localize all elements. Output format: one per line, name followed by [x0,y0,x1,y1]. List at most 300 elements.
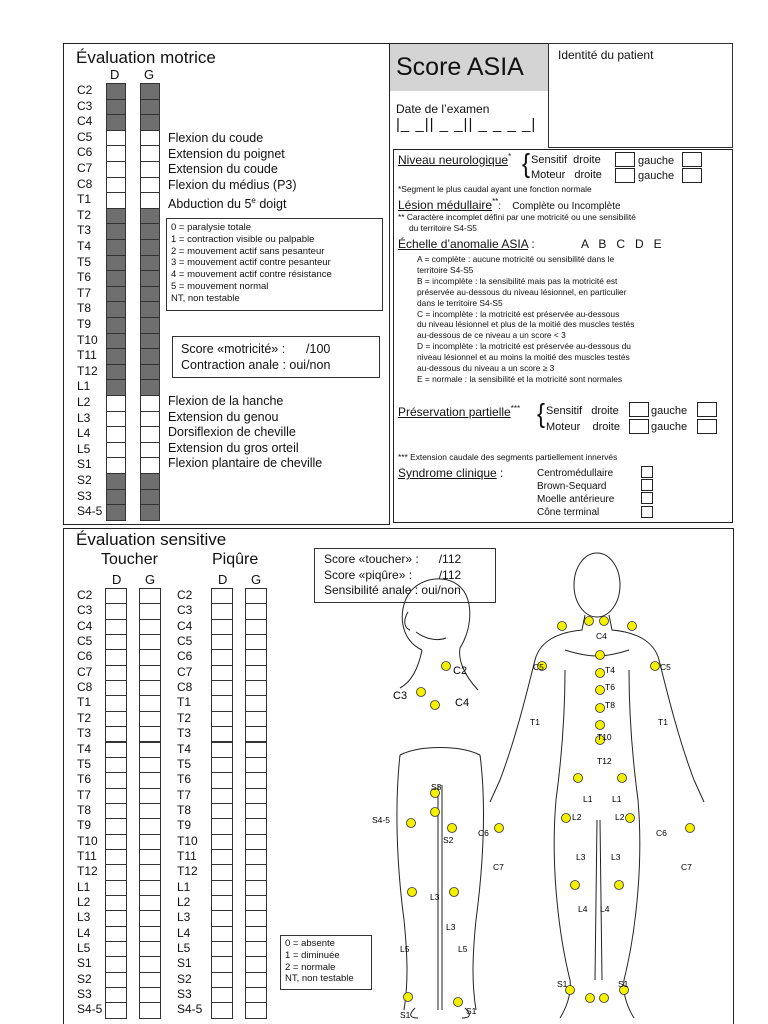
sensory-score-cell[interactable] [105,803,127,819]
sensory-level-label: C6 [77,649,93,664]
motor-score-cell[interactable] [106,395,126,412]
grade-line: A = complète : aucune motricité ou sensibilité dans le [417,254,615,264]
sensory-score-cell[interactable] [139,649,161,665]
motor-level-label: L2 [77,395,91,409]
motor-score-cell[interactable] [140,177,160,194]
syndrome-checkbox[interactable] [641,479,653,491]
sensory-level-label: L3 [77,910,91,925]
sensory-score-cell[interactable] [245,680,267,696]
sensory-score-cell[interactable] [105,649,127,665]
motor-level-label: T4 [77,239,92,253]
niveau-star: * [508,152,512,161]
sensory-score-cell[interactable] [139,834,161,850]
motor-blocked-cell [106,301,126,318]
sensory-score-cell[interactable] [105,941,127,957]
sensory-score-cell[interactable] [245,711,267,727]
sensory-level-label: T9 [77,818,92,833]
motor-score-cell[interactable] [106,145,126,162]
muscle-label: Flexion du coude [168,131,264,145]
motor-level-label: S2 [77,473,92,487]
motor-score-cell[interactable] [106,442,126,459]
sensory-score-cell[interactable] [139,849,161,865]
motor-score-cell[interactable] [140,411,160,428]
preservation-label: Préservation partielle [398,405,511,419]
dermatome-label: L1 [583,794,593,804]
sensory-score-cell[interactable] [139,972,161,988]
sensory-score-cell[interactable] [139,987,161,1003]
syndrome-colon: : [496,466,504,480]
sensory-score-cell[interactable] [139,695,161,711]
dermatome-label: T1 [530,717,540,727]
sensory-score-cell[interactable] [211,649,233,665]
scale-line: 1 = contraction visible ou palpable [171,233,315,245]
niveau-sensitif-droite-field[interactable] [615,152,635,167]
dermatome-label: S1 [466,1006,477,1016]
motor-score-cell[interactable] [140,426,160,443]
sensory-score-cell[interactable] [245,588,267,604]
sensory-score-cell[interactable] [245,742,267,758]
anal-contraction-label: Contraction anale : oui/non [181,358,331,372]
sensory-score-cell[interactable] [105,972,127,988]
sensory-level-label: S3 [77,987,92,1002]
motor-score-cell[interactable] [140,395,160,412]
sensory-score-cell[interactable] [139,895,161,911]
sensory-level-label: T4 [77,741,92,756]
dermatome-label: T8 [605,700,615,710]
motor-score-cell[interactable] [140,457,160,474]
motor-blocked-cell [106,208,126,225]
dermatome-label: S3 [431,782,442,792]
motor-level-label: C3 [77,98,93,113]
abduction-sup: e [251,196,256,205]
sensory-score-cell[interactable] [139,818,161,834]
sensory-score-cell[interactable] [211,834,233,850]
toucher-column-right [105,588,127,1018]
sensory-score-cell[interactable] [245,880,267,896]
sensory-level-label: T4 [177,741,192,756]
sensory-score-cell[interactable] [105,695,127,711]
niveau-sensitif-gauche-field[interactable] [682,152,702,167]
toucher-title: Toucher [101,551,158,568]
sensory-score-cell[interactable] [245,788,267,804]
motor-score-cell[interactable] [106,457,126,474]
syndrome-option: Centromédullaire [537,468,614,479]
sensory-score-cell[interactable] [105,956,127,972]
dermatome-diagram [360,540,730,1024]
sensory-score-cell[interactable] [211,603,233,619]
sensory-score-cell[interactable] [139,711,161,727]
dermatome-label: L4 [600,904,610,914]
dermatome-label: T4 [605,665,615,675]
sensory-score-cell[interactable] [139,880,161,896]
sensory-level-label: L2 [177,895,191,909]
sensory-score-cell[interactable] [245,649,267,665]
sensory-score-cell[interactable] [105,680,127,696]
motor-blocked-cell [106,239,126,256]
scale-line: NT, non testable [171,292,240,304]
sensory-level-label: T1 [177,695,192,710]
niveau-moteur [531,170,602,181]
sensory-level-label: C8 [77,680,93,695]
sensory-score-cell[interactable] [139,864,161,880]
sensory-score-cell[interactable] [139,1002,161,1018]
sensory-score-cell[interactable] [139,956,161,972]
sensory-score-cell[interactable] [211,680,233,696]
sensory-level-label: C8 [177,680,193,695]
sensory-score-cell[interactable] [211,910,233,926]
niveau-moteur-label: Moteur droite [531,169,602,181]
sensory-score-cell[interactable] [245,603,267,619]
sensory-score-cell[interactable] [245,864,267,880]
sensory-score-cell[interactable] [105,757,127,773]
motor-score-cell[interactable] [140,161,160,178]
preservation-star: *** [510,404,521,413]
sensory-score-cell[interactable] [245,772,267,788]
sensory-score-cell[interactable] [105,849,127,865]
sensory-score-cell[interactable] [211,788,233,804]
dermatome-label: C2 [453,665,468,677]
motor-blocked-cell [106,473,126,490]
sensory-score-cell[interactable] [245,619,267,635]
sensory-level-label: T3 [177,726,192,741]
sensory-level-label: L5 [77,941,91,956]
sensory-score-cell[interactable] [105,665,127,681]
sensory-score-cell[interactable] [245,757,267,773]
patient-identity-label: Identité du patient [558,48,654,62]
motor-column-right [106,83,126,520]
motor-score-cell[interactable] [140,192,160,209]
lesion-row [398,197,621,212]
sensory-score-cell[interactable] [105,895,127,911]
piqure-col-g: G [251,572,262,587]
toucher-score-label: Score «toucher» : /112 [324,552,462,566]
niveau-brace: { [522,149,531,180]
motor-blocked-cell [106,489,126,506]
syndrome-label: Syndrome clinique [398,466,497,480]
scale-line: 0 = paralysie totale [171,222,252,233]
sensory-level-label: T5 [177,756,192,771]
toucher-col-d: D [112,572,122,587]
motor-score-cell[interactable] [140,442,160,459]
sensory-level-label: T3 [77,726,92,741]
patient-identity-box[interactable] [548,43,733,148]
dermatome-label: T10 [597,732,612,742]
sensory-score-cell[interactable] [211,711,233,727]
dermatome-label: C5 [533,662,544,672]
syndrome-checkbox[interactable] [641,506,653,518]
sensory-score-cell[interactable] [105,834,127,850]
motor-blocked-cell [106,255,126,272]
sensory-score-cell[interactable] [245,972,267,988]
sensory-level-label: T5 [77,756,92,771]
sensory-score-cell[interactable] [139,680,161,696]
motor-level-label: C4 [77,114,93,129]
syndrome-option: Brown-Sequard [537,481,607,492]
sensory-score-cell[interactable] [139,603,161,619]
motor-blocked-cell [140,301,160,318]
sensory-score-cell[interactable] [211,818,233,834]
sensory-score-cell[interactable] [245,910,267,926]
dermatome-label: S1 [400,1010,411,1020]
sensory-score-cell[interactable] [211,772,233,788]
scale-line: 4 = mouvement actif contre résistance [171,269,332,281]
piqure-title: Piqûre [212,551,259,568]
asia-title-bar [390,43,548,91]
sensory-score-cell[interactable] [139,619,161,635]
sensory-score-cell[interactable] [139,665,161,681]
motor-score-cell[interactable] [106,426,126,443]
sensory-score-cell[interactable] [139,634,161,650]
dermatome-label: L3 [430,892,440,902]
sensory-score-cell[interactable] [245,926,267,942]
sensory-level-label: S4-5 [177,1002,203,1017]
sensory-level-label: T6 [77,772,92,787]
sensory-score-cell[interactable] [211,880,233,896]
anterior-body-figure [490,553,704,1018]
sensory-score-cell[interactable] [105,726,127,742]
motor-blocked-cell [140,348,160,365]
sensory-level-label: T7 [77,787,92,802]
muscle-label: Extension du genou [168,410,279,424]
exam-date-field[interactable]: |_ _|| _ _|| _ _ _ _| [396,116,537,133]
sensory-score-cell[interactable] [211,588,233,604]
sensory-score-cell[interactable] [105,910,127,926]
motor-score-label: Score «motricité» : /100 [181,342,331,356]
niveau-moteur-gauche-field[interactable] [682,168,702,183]
sensory-level-label: S1 [177,956,192,971]
niveau-moteur-droite-field[interactable] [615,168,635,183]
niveau-sensitif-label: Sensitif droite [531,154,601,166]
piqure-column-right [211,588,233,1018]
sensory-score-cell[interactable] [105,864,127,880]
sensory-score-cell[interactable] [211,956,233,972]
sensory-score-cell[interactable] [245,695,267,711]
grade-line: du niveau lésionnel et plus de la moitié des muscles testés [417,319,635,330]
sensory-level-label: C3 [177,603,193,618]
grade-line: niveau lésionnel et au moins la moitié des muscles testés [417,352,630,363]
syndrome-checkbox[interactable] [641,492,653,504]
sensory-level-label: T7 [177,787,192,802]
sensory-level-label: C6 [177,649,193,664]
sensory-score-cell[interactable] [105,788,127,804]
sensory-score-cell[interactable] [105,603,127,619]
echelle-colon: : [528,237,535,251]
sensory-level-label: T1 [77,695,92,710]
motor-blocked-cell [140,239,160,256]
sensory-score-cell[interactable] [245,803,267,819]
dermatome-label: T1 [658,717,668,727]
sensory-score-cell[interactable] [105,987,127,1003]
motor-blocked-cell [140,473,160,490]
sensory-score-cell[interactable] [245,818,267,834]
sensory-score-cell[interactable] [245,834,267,850]
dermatome-label: S1 [557,979,568,989]
sensory-scale-box [280,935,372,990]
sensory-level-label: C4 [77,618,93,633]
grade-line: E = normale : la sensibilité et la motricité sont normales [417,373,623,384]
sensory-level-label: S4-5 [77,1002,103,1017]
dermatome-label: L4 [578,904,588,914]
sensory-level-label: T12 [177,864,198,879]
sensory-score-cell[interactable] [105,711,127,727]
syndrome-option: Moelle antérieure [537,494,615,505]
sensory-score-cell[interactable] [105,588,127,604]
sensory-score-cell[interactable] [245,849,267,865]
motor-score-cell[interactable] [106,411,126,428]
motor-blocked-cell [140,83,160,100]
sensory-level-label: L4 [77,925,91,940]
motor-level-label: T5 [77,254,92,269]
sensory-score-cell[interactable] [139,588,161,604]
dermatome-label: S1 [618,979,629,989]
preservation-sensitif-droite-field[interactable] [629,402,649,417]
grade-line: dans le territoire S4-S5 [417,297,503,308]
preservation-moteur-gauche-field[interactable] [697,419,717,434]
sensory-score-cell[interactable] [211,634,233,650]
dermatome-label: L5 [400,944,410,954]
motor-score-cell[interactable] [140,145,160,162]
motor-score-cell[interactable] [106,130,126,147]
dermatome-label: C3 [393,690,408,702]
sensory-score-cell[interactable] [211,619,233,635]
sensory-score-cell[interactable] [105,880,127,896]
sensory-score-cell[interactable] [211,742,233,758]
sensory-score-cell[interactable] [245,941,267,957]
muscle-label: Flexion de la hanche [168,394,284,408]
sensory-score-cell[interactable] [211,757,233,773]
sensory-score-cell[interactable] [139,910,161,926]
sensory-score-cell[interactable] [211,803,233,819]
sensory-score-cell[interactable] [139,772,161,788]
sensory-score-cell[interactable] [105,1002,127,1018]
dermatome-label: L3 [611,852,621,862]
sensory-score-cell[interactable] [139,941,161,957]
motor-level-label: C7 [77,161,93,175]
motor-blocked-cell [106,114,126,131]
scale-line: 3 = mouvement actif contre pesanteur [171,257,331,269]
sensory-score-cell[interactable] [211,849,233,865]
motor-level-label: T8 [77,301,92,316]
sensory-score-cell[interactable] [139,757,161,773]
note-segment: *Segment le plus caudal ayant une fonction normale [398,184,592,194]
sensory-score-cell[interactable] [139,742,161,758]
dermatome-label: T12 [597,756,612,766]
motor-blocked-cell [140,489,160,506]
sensory-score-cell[interactable] [105,619,127,635]
grade-line: au-dessous du niveau a un score ≥ 3 [417,363,555,374]
sensory-level-label: S2 [77,971,92,986]
scale-line: 5 = mouvement normal [171,280,269,292]
sensory-score-cell[interactable] [245,1002,267,1018]
motor-title: Évaluation motrice [76,48,216,67]
motor-level-label: L3 [77,410,91,425]
motor-score-cell[interactable] [140,130,160,147]
motor-level-label: C6 [77,145,93,160]
motor-score-cell[interactable] [106,192,126,209]
motor-level-label: T3 [77,223,92,238]
echelle-label: Échelle d’anomalie ASIA [398,237,529,251]
sensory-level-label: T8 [77,802,92,817]
sensory-level-label: T10 [77,833,98,848]
sensory-level-label: T2 [177,710,192,725]
motor-blocked-cell [140,223,160,240]
sensory-level-label: L4 [177,925,191,940]
motor-score-cell[interactable] [106,161,126,178]
motor-blocked-cell [140,270,160,287]
dermatome-label: L5 [458,944,468,954]
sensory-score-cell[interactable] [211,665,233,681]
sensory-score-cell[interactable] [245,665,267,681]
sensory-score-cell[interactable] [211,695,233,711]
sensory-score-cell[interactable] [245,634,267,650]
sensory-score-cell[interactable] [139,726,161,742]
sensory-score-cell[interactable] [139,788,161,804]
sensory-level-label: T6 [177,772,192,787]
motor-level-label: L4 [77,426,91,441]
sensory-level-label: T11 [77,848,97,863]
muscle-label: Extension du poignet [168,147,285,161]
sensory-score-cell[interactable] [211,1002,233,1018]
sensory-score-cell[interactable] [211,926,233,942]
sensory-level-label: C2 [177,588,193,602]
lesion-value: : Complète ou Incomplète [498,201,621,212]
grade-line: préservée au-dessous du niveau lésionnel, en particulier [417,286,627,297]
preservation-sensitif-gauche-field[interactable] [697,402,717,417]
motor-blocked-cell [140,99,160,116]
sensory-score-cell[interactable] [211,726,233,742]
syndrome-checkbox[interactable] [641,466,653,478]
motor-score-box [172,336,380,378]
grade-descriptions [417,254,634,385]
sensory-score-cell[interactable] [211,895,233,911]
sensory-score-cell[interactable] [211,987,233,1003]
sensory-score-cell[interactable] [105,818,127,834]
motor-blocked-cell [140,208,160,225]
sensory-score-cell[interactable] [245,956,267,972]
sensory-score-cell[interactable] [139,926,161,942]
sensory-score-cell[interactable] [211,941,233,957]
sensory-score-cell[interactable] [105,634,127,650]
sensory-level-label: C5 [177,634,193,649]
motor-blocked-cell [140,504,160,521]
sensory-level-label: T2 [77,710,92,725]
piqure-score-label: Score «piqûre» : /112 [324,567,462,582]
sensory-score-cell[interactable] [211,972,233,988]
sensory-score-cell[interactable] [105,772,127,788]
motor-blocked-cell [106,317,126,334]
sensory-score-cell[interactable] [139,803,161,819]
sensory-score-cell[interactable] [105,926,127,942]
motor-score-cell[interactable] [106,177,126,194]
sensory-title: Évaluation sensitive [76,530,227,549]
sensory-level-label: S1 [77,956,92,971]
gauche-label: gauche [638,155,675,167]
preservation-moteur-droite-field[interactable] [629,419,649,434]
grade-line: territoire S4-S5 [417,264,474,275]
note-incomplet: ** Caractère incomplet défini par une motricité ou une sensibilité [398,212,636,222]
motor-blocked-cell [140,255,160,272]
sensory-score-cell[interactable] [245,726,267,742]
sensory-score-cell[interactable] [245,987,267,1003]
gauche-label: gauche [638,170,675,182]
muscle-label: Extension du gros orteil [168,441,299,455]
sensory-level-label: C7 [77,664,93,679]
sensory-score-cell[interactable] [105,742,127,758]
sensory-score-cell[interactable] [211,864,233,880]
dermatome-label: C4 [455,697,470,709]
sensory-score-cell[interactable] [245,895,267,911]
dermatome-label: C5 [660,662,671,672]
